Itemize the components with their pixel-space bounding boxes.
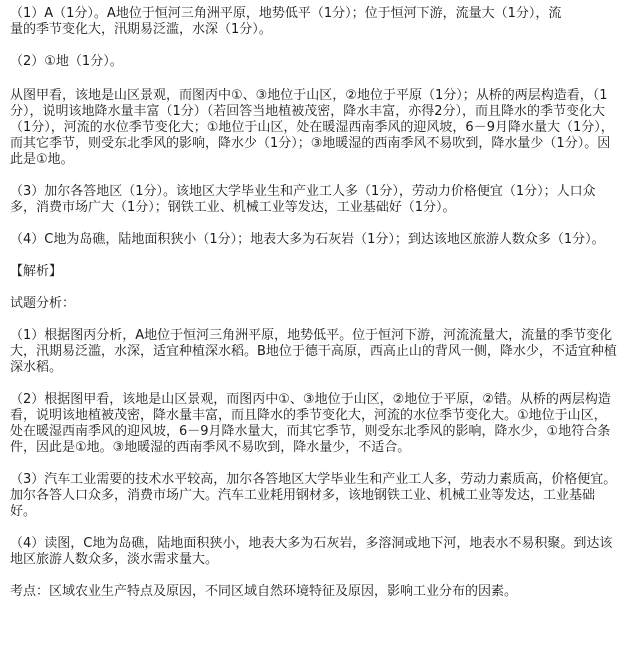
analysis-1: （1）根据图丙分析，A地位于恒河三角洲平原，地势低平。位于恒河下游，河流流量大，流量的季节变化大，汛期易泛滥，水深，适宜种植深水稻。B地位于德干高原，西高止山的背风一侧，降水少，不适宜种植深水稻。 <box>10 328 617 375</box>
analysis-4: （4）读图，C地为岛礁，陆地面积狭小，地表大多为石灰岩，多溶洞或地下河，地表水不易积聚。到达该地区旅游人数众多，淡水需求量大。 <box>10 536 613 567</box>
answer-3: （3）加尔各答地区（1分）。该地区大学毕业生和产业工人多（1分），劳动力价格便宜（1分）；人口众多，消费市场广大（1分）；钢铁工业、机械工业等发达，工业基础好（1分）。 <box>10 184 596 215</box>
answer-4: （4）C地为岛礁，陆地面积狭小（1分）；地表大多为石灰岩（1分）；到达该地区旅游人数众多（1分）。 <box>10 232 605 247</box>
answer-1-line-2: 量的季节变化大，汛期易泛滥，水深（1分）。 <box>10 22 272 37</box>
analysis-3: （3）汽车工业需要的技术水平较高，加尔各答地区大学毕业生和产业工人多，劳动力素质高，价格便宜。加尔各答人口众多，消费市场广大。汽车工业耗用钢材多，该地钢铁工业、机械工业等发达，工业基础好。 <box>10 472 617 519</box>
analysis-2: （2）根据图甲看，该地是山区景观，而图丙中①、③地位于山区，②地位于平原，②错。从桥的两层构造看，说明该地植被茂密，降水量丰富，而且降水的季节变化大，河流的水位季节变化大。①地位于山区，处在暖湿西南季风的迎风坡，6－9月降水量大，而其它季节，则受东北季风的影响，降水少，①地符合条件，因此是①地。③地暖湿的西南季风不易吹到，降水量少，不适合。 <box>10 392 611 455</box>
answer-2-title: （2）①地（1分）。 <box>10 54 123 69</box>
answer-2-paragraph: 从图甲看，该地是山区景观，而图丙中①、③地位于山区，②地位于平原（1分）；从桥的两层构造看，（1分），说明该地降水量丰富（1分）（若回答当地植被茂密，降水丰富，亦得2分），而且降水的季节变化大（1分），河流的水位季节变化大；①地位于山区，处在暖湿西南季风的迎风坡，6－9月降水量大（1分），而其它季节，则受东北季风的影响，降水少（1分）；③地暖湿的西南季风不易吹到，降水量少（1分）。因此是①地。 <box>10 88 614 167</box>
answer-1-line-1: （1）A（1分）。A地位于恒河三角洲平原，地势低平（1分）；位于恒河下游，流量大（1分），流 <box>10 6 562 21</box>
analysis-header: 【解析】 <box>10 264 63 279</box>
analysis-intro: 试题分析： <box>10 296 76 311</box>
kaodian-note: 考点：区域农业生产特点及原因，不同区域自然环境特征及原因，影响工业分布的因素。 <box>10 584 518 599</box>
